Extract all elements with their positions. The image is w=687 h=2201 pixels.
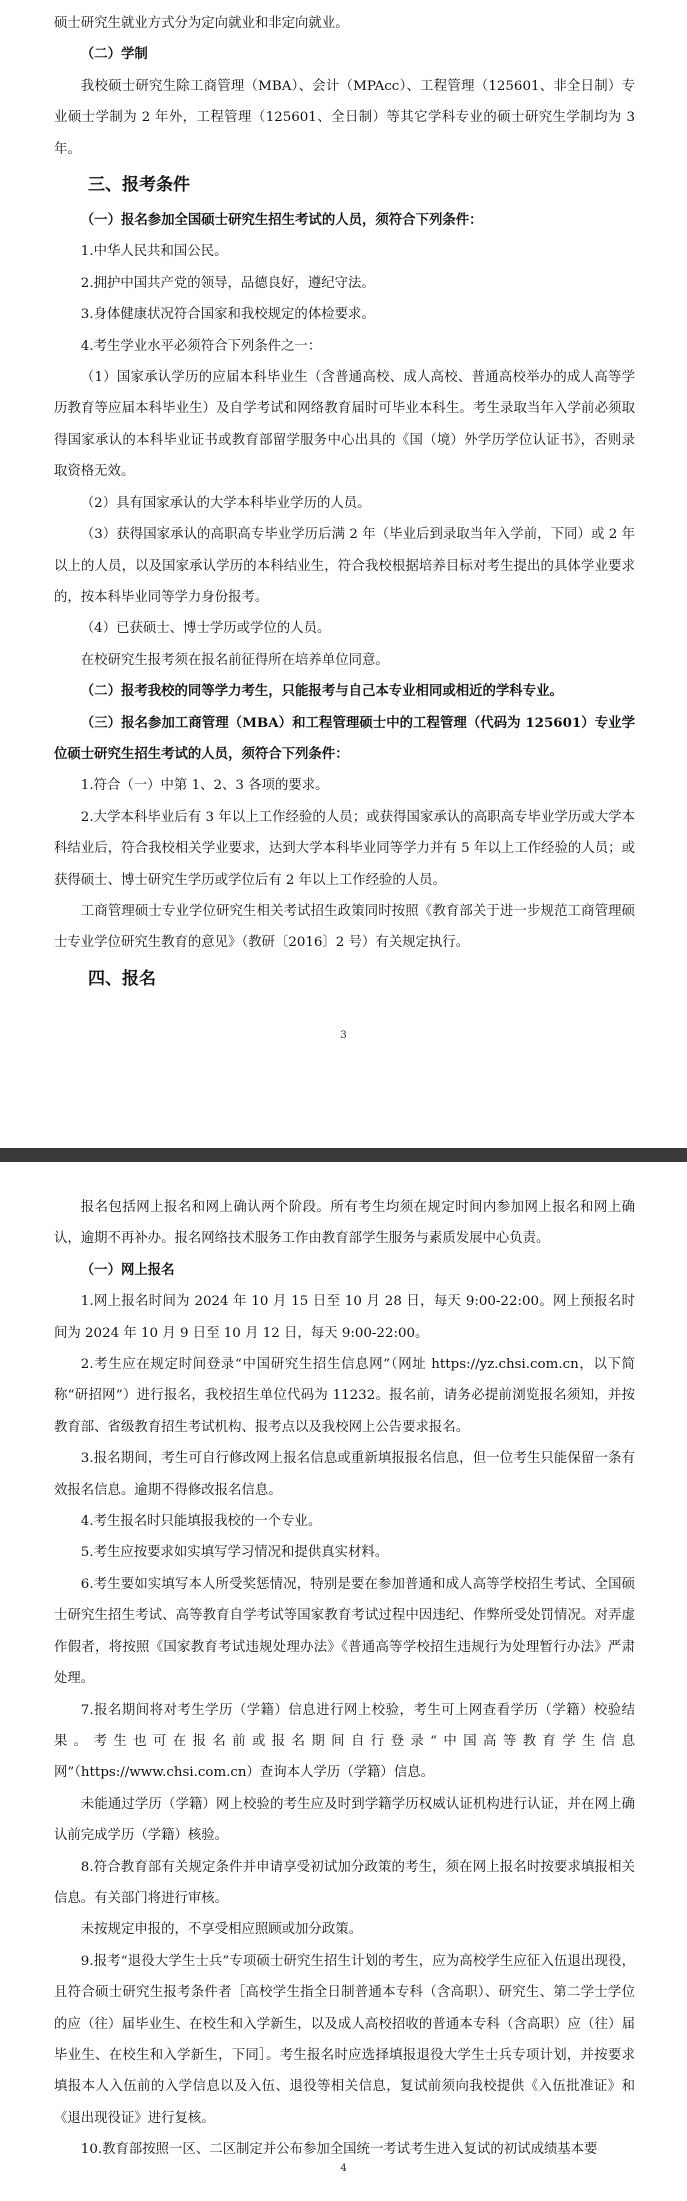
paragraph-l5: （一）报名参加全国硕士研究生招生考试的人员，须符合下列条件： <box>80 212 483 229</box>
paragraph-m14: 10.教育部按照一区、二区制定并公布参加全国统一考试考生进入复试的初试成绩基本要 <box>80 2142 598 2158</box>
page-separator <box>0 1148 687 1162</box>
paragraph-m3: 1.网上报名时间为 2024 年 10 月 15 日至 10 月 28 日，每天 9:00-22:00。网上预报名时间为 2024 年 10 月 9 日至 10 月 12 日，每天 9:00-22:00。 <box>54 1294 635 1341</box>
paragraph-m4: 2.考生应在规定时间登录“中国研究生招生信息网”（网址 https://yz.chsi.com.cn，以下简称“研招网”）进行报名，我校招生单位代码为 11232。报名前，请务必提前浏览报名须知，并按教育部、省级教育招生考试机构、报考点以及我校网上公告要求报名。 <box>54 1357 635 1435</box>
paragraph-l8: 3.身体健康状况符合国家和我校规定的体检要求。 <box>80 307 375 323</box>
paragraph-m13: 9.报考“退役大学生士兵”专项硕士研究生招生计划的考生，应为高校学生应征入伍退出现役，且符合硕士研究生报考条件者［高校学生指全日制普通本专科（含高职）、研究生、第二学士学位的应（往）届毕业生、在校生和入学新生，以及成人高校招收的普通本专科（含高职）应（往）届毕业生、在校生和入学新生，下同］。考生报名时应选择填报退役大学生士兵专项计划，并按要求填报本人入伍前的入学信息以及入伍、退役等相关信息，复试前须向我校提供《入伍批准证》和《退出现役证》进行复核。 <box>54 1953 635 2126</box>
paragraph-l1: 硕士研究生就业方式分为定向就业和非定向就业。 <box>54 16 349 31</box>
paragraph-l2: （二）学制 <box>80 46 148 63</box>
paragraph-l19: 工商管理硕士专业学位研究生相关考试招生政策同时按照《教育部关于进一步规范工商管理硕士专业学位研究生教育的意见》（教研〔2016〕2 号）有关规定执行。 <box>54 903 635 951</box>
paragraph-m10: 未能通过学历（学籍）网上校验的考生应及时到学籍学历权威认证机构进行认证，并在网上确认前完成学历（学籍）核验。 <box>54 1796 635 1844</box>
paragraph-l18: 2.大学本科毕业后有 3 年以上工作经验的人员；或获得国家承认的高职高专毕业学历或大学本科结业后，符合我校相关学业要求，达到大学本科毕业同等学力并有 5 年以上工作经验的人员；或获得硕士、博士研究生学历或学位后有 2 年以上工作经验的人员。 <box>54 809 635 888</box>
page-number-3: 3 <box>340 1030 347 1041</box>
paragraph-m2: （一）网上报名 <box>80 1261 175 1278</box>
paragraph-m5: 3.报名期间，考生可自行修改网上报名信息或重新填报报名信息，但一位考生只能保留一条有效报名信息。逾期不得修改报名信息。 <box>54 1451 635 1498</box>
paragraph-l20: 四、报名 <box>88 968 156 989</box>
paragraph-l9: 4.考生学业水平必须符合下列条件之一： <box>80 338 322 354</box>
paragraph-l3: 我校硕士研究生除工商管理（MBA）、会计（MPAcc）、工程管理（125601、非全日制）专业硕士学制为 2 年外，工程管理（125601、全日制）等其它学科专业的硕士研究生学制均为 3 年。 <box>54 78 635 157</box>
paragraph-m6: 4.考生报名时只能填报我校的一个专业。 <box>80 1514 322 1530</box>
paragraph-l11: （2）具有国家承认的大学本科毕业学历的人员。 <box>80 495 371 511</box>
paragraph-l4: 三、报考条件 <box>88 175 190 196</box>
paragraph-m9: 7.报名期间将对考生学历（学籍）信息进行网上校验，考生可上网查看学历（学籍）校验结果。考生也可在报名前或报名期间自行登录“中国高等教育学生信息网”（https://www.chsi.com.cn）查询本人学历（学籍）信息。 <box>54 1702 635 1781</box>
paragraph-m1: 报名包括网上报名和网上确认两个阶段。所有考生均须在规定时间内参加网上报名和网上确认，逾期不再补办。报名网络技术服务工作由教育部学生服务与素质发展中心负责。 <box>54 1200 635 1247</box>
paragraph-l13: （4）已获硕士、博士学历或学位的人员。 <box>80 621 331 637</box>
paragraph-l6: 1.中华人民共和国公民。 <box>80 244 228 260</box>
paragraph-l12: （3）获得国家承认的高职高专毕业学历后满 2 年（毕业后到录取当年入学前，下同）或 2 年以上的人员，以及国家承认学历的本科结业生，符合我校根据培养目标对考生提出的具体学业要求的，按本科毕业同等学力身份报考。 <box>54 527 635 605</box>
paragraph-m12: 未按规定申报的，不享受相应照顾或加分政策。 <box>80 1922 362 1938</box>
paragraph-m7: 5.考生应按要求如实填写学习情况和提供真实材料。 <box>80 1545 389 1561</box>
paragraph-l17: 1.符合（一）中第 1、2、3 各项的要求。 <box>80 778 329 794</box>
page-3-body <box>54 8 635 999</box>
paragraph-l10: （1）国家承认学历的应届本科毕业生（含普通高校、成人高校、普通高校举办的成人高等学历教育等应届本科毕业生）及自学考试和网络教育届时可毕业本科生。考生录取当年入学前必须取得国家承认的本科毕业证书或教育部留学服务中心出具的《国（境）外学历学位认证书》，否则录取资格无效。 <box>54 370 635 480</box>
paragraph-l7: 2.拥护中国共产党的领导，品德良好，遵纪守法。 <box>80 275 375 291</box>
paragraph-l16: （三）报名参加工商管理（MBA）和工程管理硕士中的工程管理（代码为 125601）专业学位硕士研究生招生考试的人员，须符合下列条件： <box>54 714 635 762</box>
paragraph-m8: 6.考生要如实填写本人所受奖惩情况，特别是要在参加普通和成人高等学校招生考试、全国硕士研究生招生考试、高等教育自学考试等国家教育考试过程中因违纪、作弊所受处罚情况。对弄虚作假者，将按照《国家教育考试违规处理办法》《普通高等学校招生违规行为处理暂行办法》严肃处理。 <box>54 1576 635 1687</box>
paragraph-l14: 在校研究生报考须在报名前征得所在培养单位同意。 <box>80 652 389 668</box>
page-4-body <box>54 1192 635 2166</box>
page-number-4: 4 <box>340 2163 347 2174</box>
document-page-4 <box>0 1162 687 2201</box>
paragraph-l15: （二）报考我校的同等学力考生，只能报考与自己本专业相同或相近的学科专业。 <box>80 683 563 700</box>
paragraph-m11: 8.符合教育部有关规定条件并申请享受初试加分政策的考生，须在网上报名时按要求填报相关信息。有关部门将进行审核。 <box>54 1859 635 1906</box>
